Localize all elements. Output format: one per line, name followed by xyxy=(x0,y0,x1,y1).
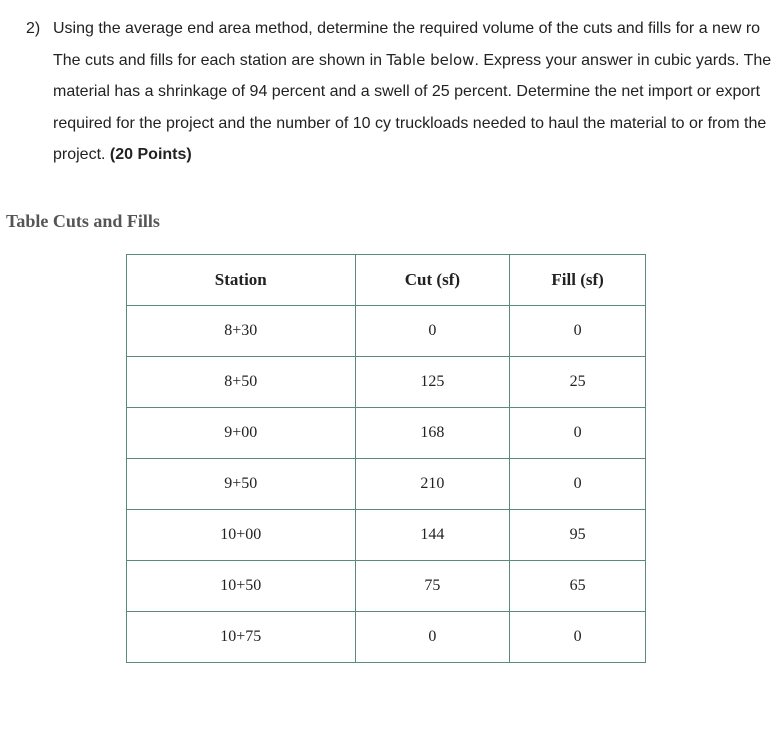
fill-cell: 95 xyxy=(510,510,646,561)
cuts-fills-table xyxy=(126,254,646,663)
cut-cell: 0 xyxy=(355,612,510,663)
question-number: 2) xyxy=(26,20,41,37)
cut-cell: 75 xyxy=(355,561,510,612)
table-row xyxy=(127,561,646,612)
cut-cell: 210 xyxy=(355,459,510,510)
question-line-2-start: The cuts and fills for each station are shown in xyxy=(53,52,387,69)
header-station: Station xyxy=(127,255,356,306)
question-block xyxy=(0,0,782,190)
table-row xyxy=(127,408,646,459)
question-line-2-end: . Express your answer in cubic yards. The xyxy=(474,52,772,69)
question-line-3: material has a shrinkage of 94 percent and a swell of 25 percent. Determine the net import or export xyxy=(53,83,761,100)
question-line-5 xyxy=(53,143,192,167)
fill-cell: 0 xyxy=(510,408,646,459)
table-row xyxy=(127,459,646,510)
table-row xyxy=(127,510,646,561)
station-cell: 8+30 xyxy=(127,306,356,357)
station-cell: 10+50 xyxy=(127,561,356,612)
fill-cell: 0 xyxy=(510,306,646,357)
table-row xyxy=(127,612,646,663)
points-label: (20 Points) xyxy=(109,146,192,163)
station-cell: 9+50 xyxy=(127,459,356,510)
fill-cell: 0 xyxy=(510,612,646,663)
station-cell: 9+00 xyxy=(127,408,356,459)
question-line-5-text: project. xyxy=(53,146,110,163)
cut-cell: 0 xyxy=(355,306,510,357)
header-fill: Fill (sf) xyxy=(510,255,646,306)
table-reference: Table below xyxy=(386,51,475,69)
fill-cell: 0 xyxy=(510,459,646,510)
table-header-row xyxy=(127,255,646,306)
question-line-1: Using the average end area method, determine the required volume of the cuts and fills for a new ro xyxy=(53,20,761,37)
station-cell: 8+50 xyxy=(127,357,356,408)
station-cell: 10+75 xyxy=(127,612,356,663)
table-row xyxy=(127,306,646,357)
table-caption: Table Cuts and Fills xyxy=(6,211,160,231)
cut-cell: 144 xyxy=(355,510,510,561)
question-line-2 xyxy=(53,48,771,73)
station-cell: 10+00 xyxy=(127,510,356,561)
header-cut: Cut (sf) xyxy=(355,255,510,306)
question-line-4: required for the project and the number of 10 cy truckloads needed to haul the material to or from the xyxy=(53,115,767,132)
cut-cell: 125 xyxy=(355,357,510,408)
fill-cell: 65 xyxy=(510,561,646,612)
cut-cell: 168 xyxy=(355,408,510,459)
fill-cell: 25 xyxy=(510,357,646,408)
table-row xyxy=(127,357,646,408)
